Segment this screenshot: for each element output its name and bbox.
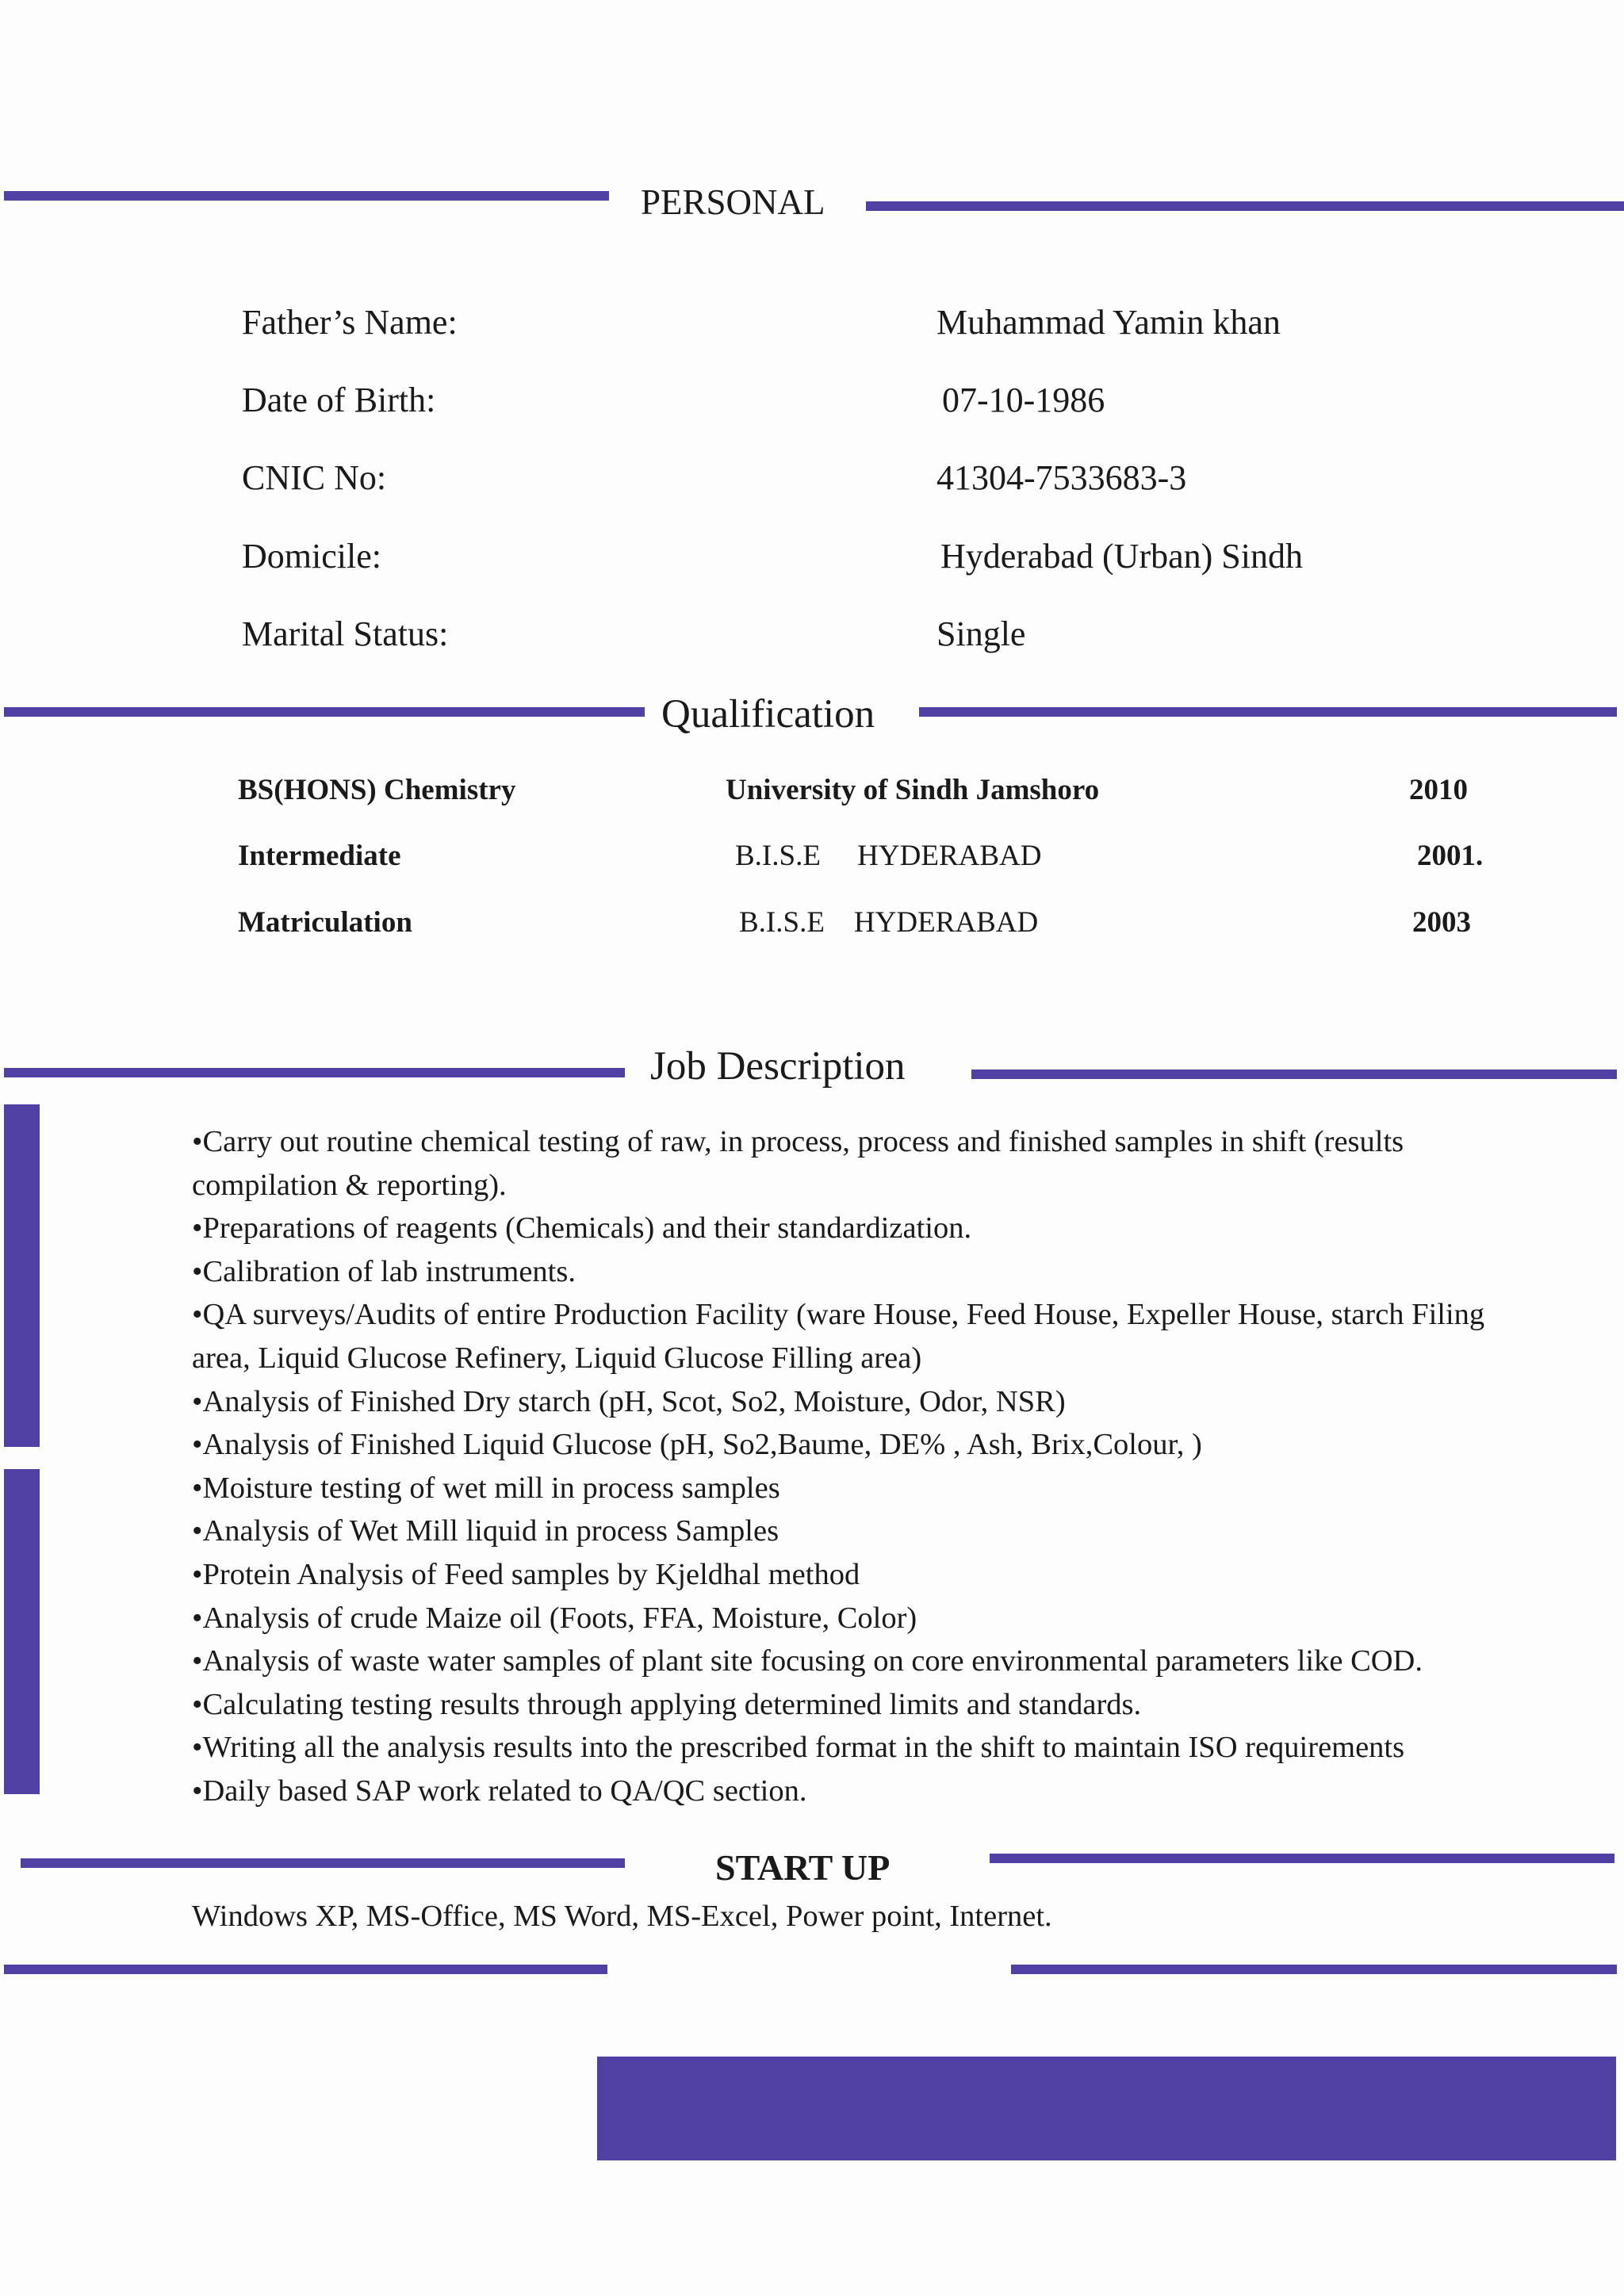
job-duty-item: •Carry out routine chemical testing of raw, in process, process and finished samples in shift (results compilation & reporting). — [192, 1125, 1404, 1202]
qualification-year: 2003 — [1412, 906, 1471, 939]
qualification-institute: B.I.S.E HYDERABAD — [735, 840, 1042, 872]
qualification-row — [0, 836, 1624, 876]
job-duty-item: •Analysis of Finished Dry starch (pH, Scot, So2, Moisture, Odor, NSR) — [192, 1384, 1066, 1418]
divider-left — [4, 1068, 625, 1077]
start-up-skills: Windows XP, MS-Office, MS Word, MS-Excel, Power point, Internet. — [192, 1900, 1052, 1933]
job-duty-item: •Moisture testing of wet mill in process samples — [192, 1471, 780, 1505]
section-title-qualification: Qualification — [661, 692, 875, 737]
job-duty-item: •Analysis of Wet Mill liquid in process Samples — [192, 1514, 779, 1548]
personal-label: CNIC No: — [242, 458, 387, 497]
personal-value: Muhammad Yamin khan — [936, 303, 1281, 342]
personal-row — [0, 610, 1624, 658]
qualification-row — [0, 771, 1624, 810]
qualification-row — [0, 903, 1624, 943]
section-title-personal: PERSONAL — [641, 182, 825, 222]
personal-row — [0, 377, 1624, 424]
footer-accent-block — [597, 2057, 1616, 2160]
divider-right — [971, 1070, 1617, 1079]
qualification-degree: BS(HONS) Chemistry — [238, 774, 516, 806]
job-duty-item: •QA surveys/Audits of entire Production Facility (ware House, Feed House, Expeller House, starch Filing area, Liquid Glucose Refinery, Liquid Glucose Filling area) — [192, 1298, 1485, 1375]
side-accent-bar — [4, 1104, 40, 1447]
job-duty-item: •Writing all the analysis results into the prescribed format in the shift to maintain ISO requirements — [192, 1731, 1405, 1765]
divider-left — [4, 1965, 607, 1974]
personal-value: Single — [936, 614, 1026, 653]
qualification-institute: B.I.S.E HYDERABAD — [739, 906, 1039, 939]
qualification-degree: Intermediate — [238, 840, 401, 872]
side-accent-bar — [4, 1469, 40, 1794]
job-duty-item: •Analysis of crude Maize oil (Foots, FFA, Moisture, Color) — [192, 1601, 917, 1635]
divider-right — [1011, 1965, 1617, 1974]
personal-row — [0, 299, 1624, 346]
personal-label: Father’s Name: — [242, 303, 458, 342]
job-duty-item: •Protein Analysis of Feed samples by Kjeldhal method — [192, 1557, 860, 1591]
job-duty-item: •Calculating testing results through applying determined limits and standards. — [192, 1687, 1142, 1721]
section-title-start-up: START UP — [715, 1847, 891, 1888]
personal-row — [0, 533, 1624, 580]
divider-left — [4, 707, 645, 717]
personal-value: Hyderabad (Urban) Sindh — [940, 537, 1303, 576]
qualification-year: 2010 — [1409, 774, 1468, 806]
divider-right — [919, 707, 1617, 717]
job-description-list — [192, 1120, 1532, 1813]
divider-right — [866, 201, 1624, 211]
qualification-degree: Matriculation — [238, 906, 412, 939]
personal-value: 41304-7533683-3 — [936, 458, 1187, 497]
divider-left — [21, 1858, 625, 1868]
divider-left — [4, 191, 609, 201]
job-duty-item: •Daily based SAP work related to QA/QC section. — [192, 1774, 807, 1808]
personal-label: Domicile: — [242, 537, 381, 576]
divider-right — [990, 1854, 1614, 1863]
personal-label: Date of Birth: — [242, 381, 436, 419]
personal-row — [0, 454, 1624, 502]
qualification-year: 2001. — [1417, 840, 1484, 872]
job-duty-item: •Calibration of lab instruments. — [192, 1254, 576, 1288]
personal-label: Marital Status: — [242, 614, 449, 653]
personal-value: 07-10-1986 — [942, 381, 1105, 419]
job-duty-item: •Preparations of reagents (Chemicals) and their standardization. — [192, 1211, 972, 1246]
qualification-institute: University of Sindh Jamshoro — [726, 774, 1100, 806]
job-duty-item: •Analysis of Finished Liquid Glucose (pH, So2,Baume, DE% , Ash, Brix,Colour, ) — [192, 1428, 1202, 1462]
job-duty-item: •Analysis of waste water samples of plant site focusing on core environmental parameters like COD. — [192, 1644, 1423, 1678]
section-title-job-description: Job Description — [650, 1044, 906, 1089]
